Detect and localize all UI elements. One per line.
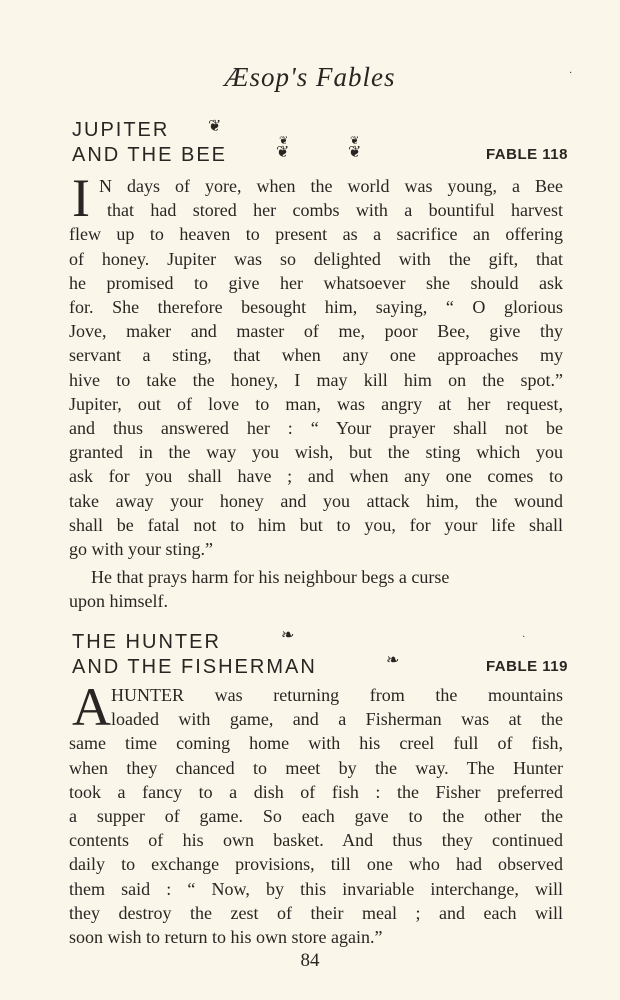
text-line: that had stored her combs with a bountiful harvest <box>107 200 563 221</box>
text-line: contents of his own basket. And thus they continued <box>69 830 563 851</box>
fable-119-title-line1: THE HUNTER <box>72 631 221 653</box>
text-line: take away your honey and you attack him, the wound <box>69 490 563 511</box>
moral-line: upon himself. <box>69 591 168 612</box>
print-speck: · <box>522 632 526 643</box>
fish-ornament-icon: ❧ <box>386 652 400 669</box>
print-speck: · <box>569 68 573 79</box>
text-line: and thus answered her : “ Your prayer shall not be <box>69 418 563 439</box>
text-line: shall be fatal not to him but to you, for your life shall <box>69 514 563 535</box>
text-line: HUNTER was returning from the mountains <box>111 685 563 705</box>
bee-ornament-icon: ❦ <box>279 135 289 147</box>
fable-118-number: FABLE 118 <box>485 146 568 163</box>
fish-ornament-icon: ❧ <box>281 627 295 644</box>
fable-118-moral <box>69 565 563 613</box>
text-line: flew up to heaven to present as a sacrifice an offering <box>69 224 563 245</box>
text-line: when they chanced to meet by the way. The Hunter <box>69 757 563 778</box>
bee-ornament-icon: ❦ <box>276 144 290 161</box>
text-line: soon wish to return to his own store again.” <box>69 927 383 948</box>
text-line: same time coming home with his creel full of fish, <box>69 733 563 754</box>
page-number: 84 <box>300 950 320 971</box>
text-line: ask for you shall have ; and when any one comes to <box>69 466 563 487</box>
fable-119-number: FABLE 119 <box>485 658 568 675</box>
text-line: Jove, maker and master of me, poor Bee, give thy <box>69 321 563 342</box>
fable-119-dropcap: A <box>72 677 111 737</box>
fable-119-title-line2: AND THE FISHERMAN <box>72 656 317 678</box>
fable-118-title-line2: AND THE BEE <box>72 144 227 166</box>
fable-118-text <box>69 174 563 561</box>
running-title: Æsop's Fables <box>224 62 396 92</box>
text-line: he promised to give her whatsoever she should ask <box>69 272 563 293</box>
fable-118-dropcap: I <box>72 168 90 228</box>
text-line: took a fancy to a dish of fish : the Fisher preferred <box>69 781 563 802</box>
text-line: daily to exchange provisions, till one who had observed <box>69 854 563 875</box>
text-line: loaded with game, and a Fisherman was at the <box>111 709 563 730</box>
text-line: servant a sting, that when any one approaches my <box>69 345 563 366</box>
text-line: them said : “ Now, by this invariable interchange, will <box>69 878 563 899</box>
text-line: granted in the way you wish, but the sting which you <box>69 442 563 463</box>
text-line: they destroy the zest of their meal ; and each will <box>69 902 563 923</box>
text-line: of honey. Jupiter was so delighted with the gift, that <box>69 248 563 269</box>
text-line: a supper of game. So each gave to the other the <box>69 806 563 827</box>
moral-line: He that prays harm for his neighbour begs a curse <box>91 567 450 587</box>
text-line: Jupiter, out of love to man, was angry at her request, <box>69 393 563 414</box>
bee-ornament-icon: ❦ <box>350 135 360 147</box>
fable-118-title-line1: JUPITER <box>72 119 170 141</box>
bee-ornament-icon: ❦ <box>208 118 222 135</box>
text-line: hive to take the honey, I may kill him on the spot.” <box>69 369 563 390</box>
fable-119-text <box>69 683 563 949</box>
text-line: go with your sting.” <box>69 539 213 560</box>
text-line: for. She therefore besought him, saying, “ O glorious <box>69 297 563 318</box>
text-line: N days of yore, when the world was young, a Bee <box>99 176 563 196</box>
bee-ornament-icon: ❦ <box>348 144 362 161</box>
